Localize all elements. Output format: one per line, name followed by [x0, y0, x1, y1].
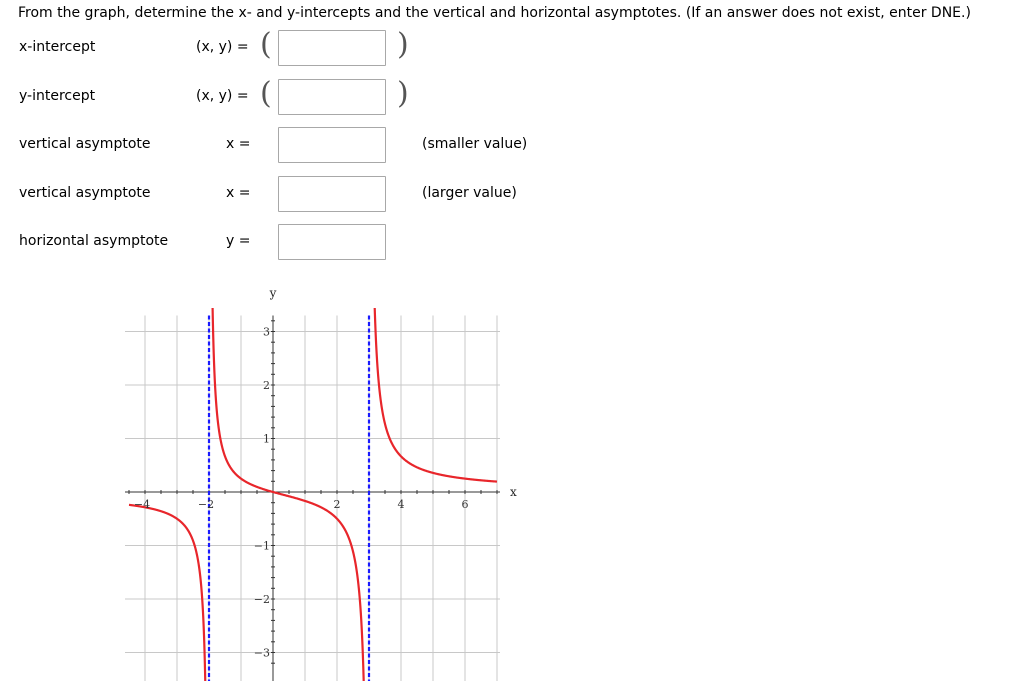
left-paren-icon: ( — [260, 76, 272, 111]
vertical-asymptote-label: vertical asymptote — [19, 185, 151, 201]
x-tick-label: −4 — [133, 498, 151, 511]
y-intercept-label: y-intercept — [19, 88, 96, 104]
y-intercept-prefix: (x, y) = — [196, 88, 249, 104]
x-tick-label: 4 — [397, 498, 405, 511]
vertical-asymptote-larger-input[interactable] — [278, 176, 386, 212]
question-text: From the graph, determine the x- and y-intercepts and the vertical and horizontal asymptotes. (If an answer does not exist, enter DNE.) — [18, 5, 971, 21]
vertical-asymptote-larger-row — [0, 176, 1024, 214]
y-tick-label: 1 — [263, 432, 270, 446]
y-tick-label: −1 — [253, 539, 270, 553]
function-curve — [209, 283, 369, 681]
x-tick-label: 2 — [333, 498, 341, 511]
left-paren-icon: ( — [260, 27, 272, 62]
x-intercept-input[interactable] — [278, 30, 386, 66]
y-tick-label: 3 — [263, 325, 270, 339]
y-tick-label: 2 — [263, 379, 270, 392]
smaller-value-note: (smaller value) — [422, 136, 528, 152]
x-intercept-label: x-intercept — [19, 39, 96, 55]
x-tick-label: 6 — [461, 498, 469, 511]
vertical-asymptote-prefix: x = — [226, 136, 251, 152]
right-paren-icon: ) — [397, 27, 409, 62]
larger-value-note: (larger value) — [422, 185, 517, 201]
x-tick-label: −2 — [197, 498, 215, 511]
x-intercept-row — [0, 27, 1024, 68]
y-tick-label: −2 — [253, 593, 270, 606]
y-intercept-input[interactable] — [278, 79, 386, 115]
x-intercept-prefix: (x, y) = — [196, 39, 249, 55]
y-axis-label: y — [269, 286, 277, 300]
right-paren-icon: ) — [397, 76, 409, 111]
horizontal-asymptote-input[interactable] — [278, 224, 386, 260]
function-curve — [129, 505, 209, 681]
horizontal-asymptote-label: horizontal asymptote — [19, 233, 169, 249]
y-intercept-row — [0, 76, 1024, 117]
horizontal-asymptote-row — [0, 224, 1024, 262]
y-tick-label: −3 — [253, 646, 270, 660]
vertical-asymptote-prefix: x = — [226, 185, 251, 201]
x-axis-label: x — [510, 485, 517, 499]
vertical-asymptote-label: vertical asymptote — [19, 136, 151, 152]
horizontal-asymptote-prefix: y = — [226, 233, 251, 249]
vertical-asymptote-smaller-input[interactable] — [278, 127, 386, 163]
vertical-asymptote-smaller-row — [0, 127, 1024, 165]
function-graph — [125, 283, 525, 681]
